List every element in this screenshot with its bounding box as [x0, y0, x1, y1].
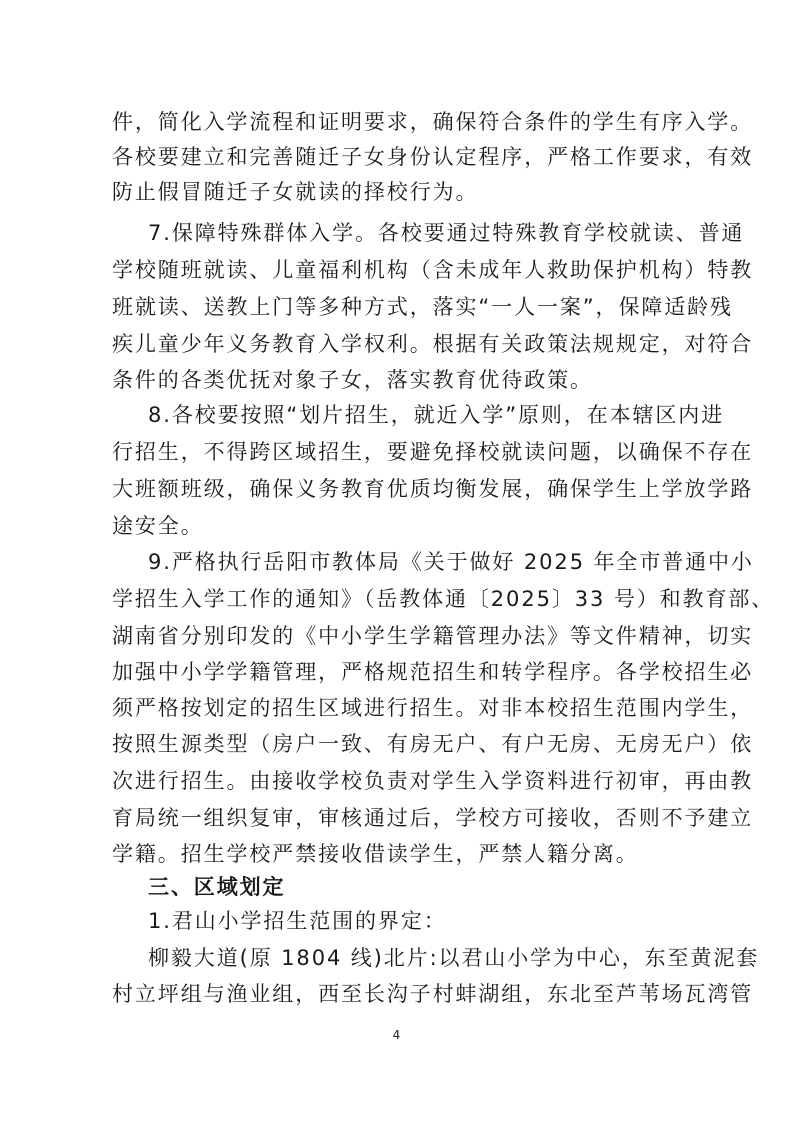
text-line: 件，简化入学流程和证明要求，确保符合条件的学生有序入学。 [112, 110, 754, 134]
text-line: 各校要建立和完善随迁子女身份认定程序，严格工作要求，有效 [112, 145, 754, 169]
text-line: 次进行招生。由接收学校负责对学生入学资料进行初审，再由教 [112, 769, 754, 793]
text-line: 育局统一组织复审，审核通过后，学校方可接收，否则不予建立 [112, 806, 754, 830]
text-line: 8.各校要按照“划片招生，就近入学”原则，在本辖区内进 [148, 403, 725, 427]
text-line: 9.严格执行岳阳市教体局《关于做好 2025 年全市普通中小 [148, 550, 754, 574]
text-line: 1.君山小学招生范围的界定： [148, 909, 447, 933]
text-line: 柳毅大道(原 1804 线)北片:以君山小学为中心，东至黄泥套 [148, 946, 760, 970]
text-line: 学籍。招生学校严禁接收借读学生，严禁人籍分离。 [112, 842, 639, 866]
text-line: 大班额班级，确保义务教育优质均衡发展，确保学生上学放学路 [112, 477, 754, 501]
text-line: 学招生入学工作的通知》（岳教体通〔2025〕33 号）和教育部、 [112, 587, 775, 611]
text-line: 疾儿童少年义务教育入学权利。根据有关政策法规规定，对符合 [112, 332, 754, 356]
text-line: 行招生，不得跨区域招生，要避免择校就读问题，以确保不存在 [112, 440, 754, 464]
text-line: 加强中小学学籍管理，严格规范招生和转学程序。各学校招生必 [112, 660, 754, 684]
text-line: 须严格按划定的招生区域进行招生。对非本校招生范围内学生， [112, 696, 754, 720]
text-line: 条件的各类优抚对象子女，落实教育优待政策。 [112, 368, 593, 392]
text-line: 按照生源类型（房户一致、有房无户、有户无房、无房无户）依 [112, 732, 754, 756]
text-line: 湖南省分别印发的《中小学生学籍管理办法》等文件精神，切实 [112, 624, 754, 648]
text-line: 途安全。 [112, 514, 204, 538]
text-line: 学校随班就读、儿童福利机构（含未成年人救助保护机构）特教 [112, 258, 754, 282]
page-number: 4 [392, 1028, 401, 1042]
section-heading: 三、区域划定 [148, 875, 286, 899]
text-line: 村立坪组与渔业组，西至长沟子村蚌湖组，东北至芦苇场瓦湾管 [112, 982, 754, 1006]
text-line: 7.保障特殊群体入学。各校要通过特殊教育学校就读、普通 [148, 221, 745, 245]
text-line: 防止假冒随迁子女就读的择校行为。 [112, 180, 479, 204]
text-line: 班就读、送教上门等多种方式，落实“一人一案”，保障适龄残 [112, 295, 733, 319]
